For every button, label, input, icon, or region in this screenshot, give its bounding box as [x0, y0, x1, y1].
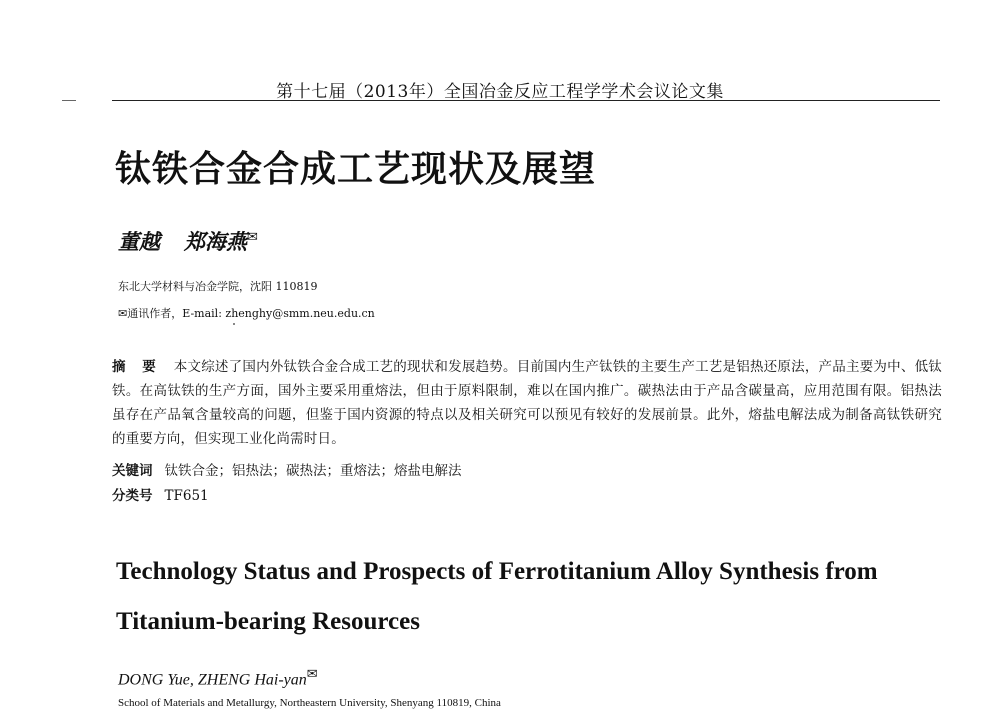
authors-cn [118, 226, 258, 256]
classification-code: TF651 [164, 488, 209, 504]
classification [112, 484, 209, 504]
classification-label: 分类号 [112, 488, 153, 504]
author-2: 郑海燕 [184, 229, 247, 254]
author-1: 董越 [118, 229, 160, 254]
scan-dot [233, 323, 235, 325]
keywords [112, 459, 462, 479]
affiliation-en: School of Materials and Metallurgy, Northeastern University, Shenyang 110819, China [118, 697, 501, 709]
mail-icon: ✉ [247, 230, 258, 245]
abstract [112, 355, 942, 451]
keywords-text: 钛铁合金；铝热法；碳热法；重熔法；熔盐电解法 [164, 463, 462, 479]
authors-en-names: DONG Yue, ZHENG Hai-yan [118, 671, 307, 689]
keywords-label: 关键词 [112, 463, 153, 479]
article-title-cn: 钛铁合金合成工艺现状及展望 [115, 149, 597, 190]
abstract-label: 摘 要 [112, 359, 162, 375]
article-title-en: Technology Status and Prospects of Ferrotitanium Alloy Synthesis from Titanium-bearing Resources [116, 558, 878, 635]
header-rule-left [62, 100, 76, 101]
header-rule [112, 100, 940, 101]
mail-icon-en: ✉ [306, 666, 318, 681]
affiliation-cn: 东北大学材料与冶金学院，沈阳 110819 [118, 280, 318, 293]
corresponding-email: ✉通讯作者，E-mail: zhenghy@smm.neu.edu.cn [118, 307, 375, 320]
proceedings-header: 第十七届（2013年）全国冶金反应工程学学术会议论文集 [276, 82, 724, 102]
abstract-text: 本文综述了国内外钛铁合金合成工艺的现状和发展趋势。目前国内生产钛铁的主要生产工艺是铝热还原法，产品主要为中、低钛铁。在高钛铁的生产方面，国外主要采用重熔法，但由于原料限制，难以在国内推广。碳热法由于产品含碳量高，应用范围有限。铝热法虽存在产品氧含量较高的问题，但鉴于国内资源的特点以及相关研究可以预见有较好的发展前景。此外，熔盐电解法成为制备高钛铁研究的重要方向，但实现工业化尚需时日。 [112, 359, 943, 447]
authors-en [118, 666, 318, 689]
